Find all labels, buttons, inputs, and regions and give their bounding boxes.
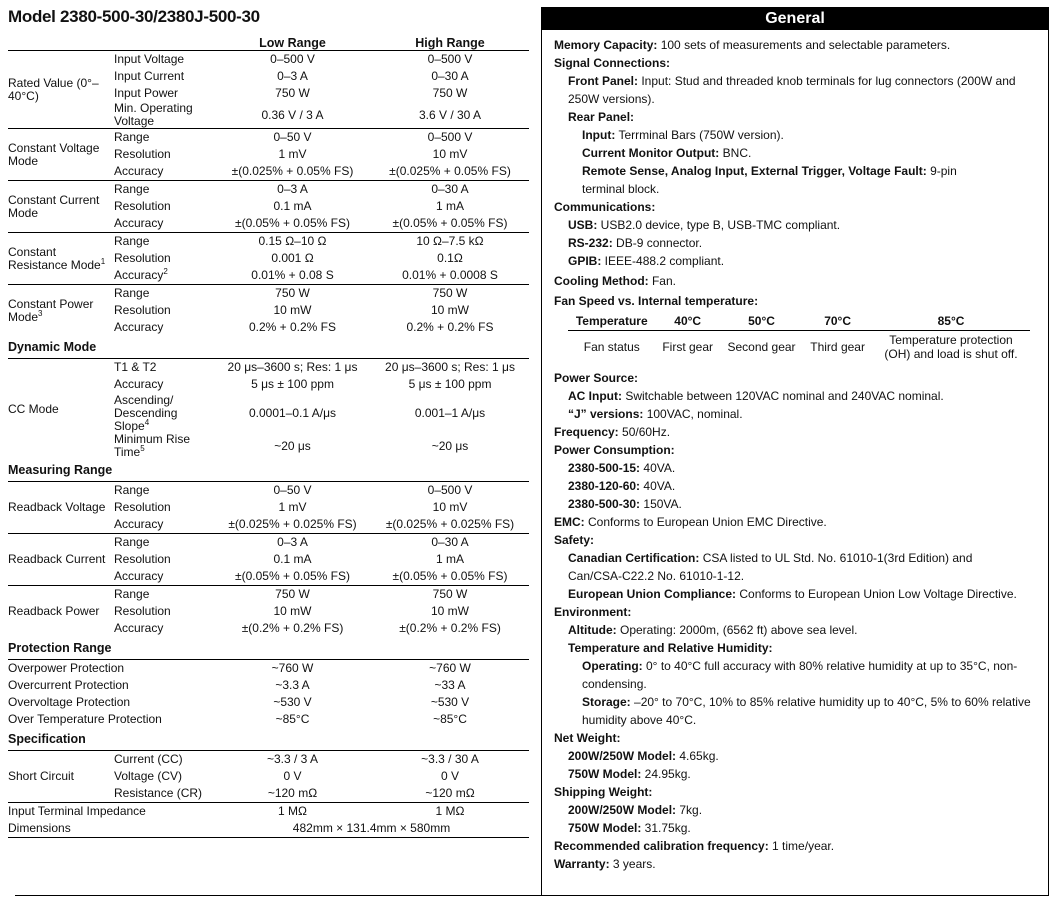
- row-label: Overvoltage Protection: [8, 695, 131, 709]
- high-value: ~3.3 / 30 A: [421, 752, 479, 766]
- row-label: Accuracy$^2$: [114, 267, 168, 282]
- high-value: ~20 μs: [431, 438, 469, 453]
- temp-humidity-heading: Temperature and Relative Humidity:: [568, 641, 773, 655]
- table-row: [8, 181, 529, 199]
- high-value: 10 mV: [432, 147, 468, 161]
- low-value: ±(0.05% + 0.05% FS): [235, 569, 350, 583]
- usb-line: USB: USB2.0 device, type B, USB-TMC compliant.: [568, 218, 841, 232]
- row-label: Range: [114, 181, 214, 199]
- high-value: 3.6 V / 30 A: [418, 107, 482, 122]
- fan-th: 70°C: [803, 312, 872, 331]
- group-label: Constant Resistance Mode$^1$: [8, 233, 114, 285]
- low-value: 0.2% + 0.2% FS: [248, 320, 337, 334]
- remote-sense-line: Remote Sense, Analog Input, External Trigger, Voltage Fault: 9-pin terminal block.: [582, 164, 957, 196]
- section-heading: Protection Range: [8, 637, 529, 660]
- fan-heading: Fan Speed vs. Internal temperature:: [554, 294, 759, 308]
- table-row: [8, 534, 529, 552]
- gpib-line: GPIB: IEEE-488.2 compliant.: [568, 254, 725, 268]
- current-monitor-line: Current Monitor Output: BNC.: [582, 146, 752, 160]
- bottom-rule: [15, 895, 1048, 896]
- high-value: 0.1Ω: [437, 251, 463, 265]
- table-row: [8, 694, 529, 711]
- row-label: Current (CC): [114, 752, 183, 766]
- low-value: 1 mV: [278, 147, 307, 161]
- row-label: Input Current: [114, 69, 185, 83]
- fan-td: Second gear: [727, 340, 796, 354]
- row-label: Resolution: [114, 500, 171, 514]
- section-heading: Specification: [8, 728, 529, 751]
- fan-td: Fan status: [583, 340, 640, 354]
- low-value: ~120 mΩ: [267, 786, 318, 800]
- high-value: ±(0.05% + 0.05% FS): [392, 216, 508, 230]
- row-label: Dimensions: [8, 821, 71, 835]
- low-value: ~530 V: [273, 695, 312, 709]
- comms-heading: Communications:: [554, 200, 656, 214]
- row-label: Resolution: [114, 199, 171, 213]
- high-value: 750 W: [432, 86, 468, 100]
- row-label: Resolution: [114, 604, 171, 618]
- row-label: Accuracy: [114, 320, 164, 334]
- group-label: Constant Power Mode$^3$: [8, 285, 114, 337]
- general-heading: General: [542, 8, 1048, 30]
- low-value: 0–3 A: [214, 534, 371, 552]
- low-value: 0.001 Ω: [271, 251, 314, 265]
- front-panel-line: Front Panel: Input: Stud and threaded knob terminals for lug connectors (200W and 250W versions).: [568, 74, 1016, 106]
- high-value: 5 μs ± 100 ppm: [408, 377, 492, 391]
- section-row: [8, 637, 529, 660]
- high-value: 0–30 A: [431, 69, 469, 83]
- high-value: ±(0.2% + 0.2% FS): [399, 621, 501, 635]
- low-value: 0.36 V / 3 A: [261, 107, 324, 122]
- group-label: Constant Voltage Mode: [8, 129, 114, 181]
- low-value: ±(0.025% + 0.025% FS): [228, 517, 357, 531]
- low-value: 0.0001–0.1 A/μs: [249, 405, 336, 420]
- fan-th: Temperature: [568, 312, 656, 331]
- low-value: ~20 μs: [274, 438, 311, 453]
- spec-table: [8, 36, 529, 838]
- storage-line: Storage: –20° to 70°C, 10% to 85% relative humidity up to 40°C, 5% to 60% relative humidity above 40°C.: [582, 695, 1031, 727]
- cooling-line: Cooling Method: Fan.: [554, 274, 676, 288]
- high-value: 1 mA: [435, 199, 464, 213]
- table-row: [8, 803, 529, 821]
- safety-heading: Safety:: [554, 533, 595, 547]
- section-heading: Dynamic Mode: [8, 336, 529, 359]
- high-value: 1 MΩ: [371, 803, 529, 821]
- consumption-line: 2380-500-15: 40VA.: [568, 461, 676, 475]
- group-label: Readback Power: [8, 586, 114, 638]
- row-label: Accuracy: [114, 164, 164, 178]
- row-label: Range: [114, 129, 214, 147]
- fan-th: 85°C: [872, 312, 1030, 331]
- high-value: ~120 mΩ: [425, 786, 475, 800]
- high-value: 20 μs–3600 s; Res: 1 μs: [385, 360, 515, 374]
- high-value: 1 mA: [435, 552, 464, 566]
- fan-table: [568, 312, 1030, 363]
- table-row: [8, 129, 529, 147]
- fan-td: Third gear: [810, 340, 865, 354]
- low-value: ±(0.025% + 0.05% FS): [231, 164, 354, 178]
- low-value: ±(0.2% + 0.2% FS): [241, 621, 344, 635]
- low-value: 0.1 mA: [273, 199, 312, 213]
- row-label: Accuracy: [114, 621, 164, 635]
- high-value: 0 V: [440, 769, 459, 783]
- table-row: [8, 711, 529, 728]
- row-label: Min. Operating Voltage: [114, 101, 193, 128]
- low-value: 0–500 V: [214, 51, 371, 69]
- general-panel: [541, 7, 1049, 896]
- table-row: [8, 482, 529, 500]
- high-value: 0.2% + 0.2% FS: [406, 320, 494, 334]
- row-label: Input Voltage: [114, 51, 214, 69]
- low-value: ~3.3 A: [275, 678, 310, 692]
- rear-panel-heading: Rear Panel:: [568, 110, 635, 124]
- model-title: Model 2380-500-30/2380J-500-30: [8, 7, 260, 26]
- high-value: 10 mW: [430, 604, 469, 618]
- low-value: ~85°C: [275, 712, 310, 726]
- low-value: 5 μs ± 100 ppm: [251, 377, 334, 391]
- header-row: [8, 36, 529, 51]
- shipping-weight-heading: Shipping Weight:: [554, 785, 653, 799]
- high-value: ~85°C: [433, 712, 467, 726]
- high-value: 0.001–1 A/μs: [414, 405, 486, 420]
- table-row: [8, 285, 529, 303]
- high-value: ±(0.025% + 0.05% FS): [389, 164, 511, 178]
- low-value: 750 W: [214, 586, 371, 604]
- spec-table-panel: [8, 6, 529, 838]
- low-value: ~760 W: [271, 661, 314, 675]
- low-value: 0–50 V: [214, 129, 371, 147]
- shipping-weight-line: 750W Model: 31.75kg.: [568, 821, 691, 835]
- group-label: Readback Current: [8, 534, 114, 586]
- fan-th: 40°C: [656, 312, 720, 331]
- memory-line: Memory Capacity: 100 sets of measurements and selectable parameters.: [554, 38, 951, 52]
- section-row: [8, 728, 529, 751]
- high-value: 750 W: [371, 586, 529, 604]
- fan-td: First gear: [662, 340, 714, 354]
- low-value: 20 μs–3600 s; Res: 1 μs: [227, 360, 358, 374]
- j-version-line: “J” versions: 100VAC, nominal.: [568, 407, 743, 421]
- table-row: [8, 586, 529, 604]
- section-heading: Measuring Range: [8, 459, 529, 482]
- canadian-line: Canadian Certification: CSA listed to UL Std. No. 61010-1(3rd Edition) and Can/CSA-C22.2 No. 61010-1-12.: [568, 551, 973, 583]
- operating-line: Operating: 0° to 40°C full accuracy with 80% relative humidity at up to 35°C, non-condensing.: [582, 659, 1018, 691]
- high-value: 10 Ω–7.5 kΩ: [371, 233, 529, 251]
- frequency-line: Frequency: 50/60Hz.: [554, 425, 671, 439]
- group-label: Rated Value (0°–40°C): [8, 51, 114, 129]
- row-label: Accuracy: [114, 569, 164, 583]
- section-row: [8, 459, 529, 482]
- high-value: 750 W: [371, 285, 529, 303]
- high-value: 0–500 V: [427, 483, 473, 497]
- low-value: 1 MΩ: [214, 803, 371, 821]
- high-value: ~530 V: [430, 695, 470, 709]
- row-label: Resolution: [114, 552, 171, 566]
- row-label: Resolution: [114, 251, 171, 265]
- rear-input-line: Input: Terrminal Bars (750W version).: [582, 128, 784, 142]
- consumption-heading: Power Consumption:: [554, 443, 675, 457]
- table-row: [8, 233, 529, 251]
- low-value: 0.1 mA: [273, 552, 312, 566]
- table-row: [8, 51, 529, 69]
- eu-line: European Union Compliance: Conforms to European Union Low Voltage Directive.: [568, 587, 1017, 601]
- dimensions-value: 482mm × 131.4mm × 580mm: [292, 821, 451, 835]
- row-label: Resolution: [114, 303, 171, 317]
- high-value: ±(0.025% + 0.025% FS): [385, 517, 515, 531]
- emc-line: EMC: Conforms to European Union EMC Directive.: [554, 515, 827, 529]
- row-label: Resolution: [114, 147, 171, 161]
- group-label: Short Circuit: [8, 769, 75, 783]
- shipping-weight-line: 200W/250W Model: 7kg.: [568, 803, 703, 817]
- low-value: 0 V: [283, 769, 302, 783]
- low-value: 0–3 A: [214, 181, 371, 199]
- low-value: 0–50 V: [273, 483, 312, 497]
- ac-input-line: AC Input: Switchable between 120VAC nominal and 240VAC nominal.: [568, 389, 944, 403]
- row-label: Ascending/ Descending Slope$^4$: [114, 392, 178, 433]
- net-weight-line: 750W Model: 24.95kg.: [568, 767, 691, 781]
- altitude-line: Altitude: Operating: 2000m, (6562 ft) above sea level.: [568, 623, 858, 637]
- high-value: ±(0.05% + 0.05% FS): [392, 569, 508, 583]
- net-weight-line: 200W/250W Model: 4.65kg.: [568, 749, 719, 763]
- table-row: [8, 677, 529, 694]
- group-label: CC Mode: [8, 401, 59, 416]
- table-row: [8, 751, 529, 769]
- high-value: 10 mW: [430, 303, 469, 317]
- table-row: [8, 820, 529, 838]
- fan-td: Temperature protection (OH) and load is shut off.: [884, 333, 1018, 361]
- high-value: 0–30 A: [371, 534, 529, 552]
- row-label: T1 & T2: [114, 360, 157, 374]
- section-row: [8, 336, 529, 359]
- rs232-line: RS-232: DB-9 connector.: [568, 236, 703, 250]
- low-value: 10 mW: [273, 303, 312, 317]
- low-value: 0.01% + 0.08 S: [251, 268, 334, 282]
- low-value: 750 W: [214, 285, 371, 303]
- power-source-heading: Power Source:: [554, 371, 639, 385]
- row-label: Minimum Rise Time$^5$: [114, 432, 191, 459]
- row-label: Accuracy: [114, 517, 164, 531]
- signal-heading: Signal Connections:: [554, 56, 671, 70]
- low-value: 750 W: [275, 86, 310, 100]
- low-value: ~3.3 / 3 A: [266, 752, 319, 766]
- low-range-header: Low Range: [259, 35, 326, 50]
- consumption-line: 2380-500-30: 150VA.: [568, 497, 682, 511]
- low-value: 0–3 A: [277, 69, 308, 83]
- environment-heading: Environment:: [554, 605, 632, 619]
- table-row: [8, 660, 529, 678]
- row-label: Range: [114, 285, 214, 303]
- net-weight-heading: Net Weight:: [554, 731, 621, 745]
- row-label: Range: [114, 233, 214, 251]
- low-value: 10 mW: [273, 604, 312, 618]
- warranty-line: Warranty: 3 years.: [554, 857, 656, 871]
- row-label: Range: [114, 483, 150, 497]
- row-label: Voltage (CV): [114, 769, 183, 783]
- row-label: Range: [114, 586, 214, 604]
- row-label: Input Power: [114, 86, 179, 100]
- table-row: [8, 359, 529, 377]
- high-value: 0–500 V: [371, 51, 529, 69]
- high-range-header: High Range: [415, 35, 485, 50]
- consumption-line: 2380-120-60: 40VA.: [568, 479, 676, 493]
- fan-th: 50°C: [720, 312, 803, 331]
- row-label: Resistance (CR): [114, 786, 203, 800]
- high-value: 0–500 V: [371, 129, 529, 147]
- high-value: ~33 A: [434, 678, 466, 692]
- row-label: Overpower Protection: [8, 661, 125, 675]
- row-label: Accuracy: [114, 216, 164, 230]
- high-value: 10 mV: [432, 500, 468, 514]
- group-label: Constant Current Mode: [8, 181, 114, 233]
- row-label: Accuracy: [114, 377, 164, 391]
- row-label: Over Temperature Protection: [8, 712, 162, 726]
- row-label: Overcurrent Protection: [8, 678, 129, 692]
- low-value: 0.15 Ω–10 Ω: [214, 233, 371, 251]
- low-value: ±(0.05% + 0.05% FS): [235, 216, 350, 230]
- high-value: 0–30 A: [371, 181, 529, 199]
- row-label: Range: [114, 534, 214, 552]
- calibration-line: Recommended calibration frequency: 1 time/year.: [554, 839, 835, 853]
- high-value: ~760 W: [429, 661, 471, 675]
- row-label: Input Terminal Impedance: [8, 803, 214, 821]
- group-label: Readback Voltage: [8, 500, 106, 514]
- high-value: 0.01% + 0.0008 S: [402, 268, 498, 282]
- low-value: 1 mV: [278, 500, 307, 514]
